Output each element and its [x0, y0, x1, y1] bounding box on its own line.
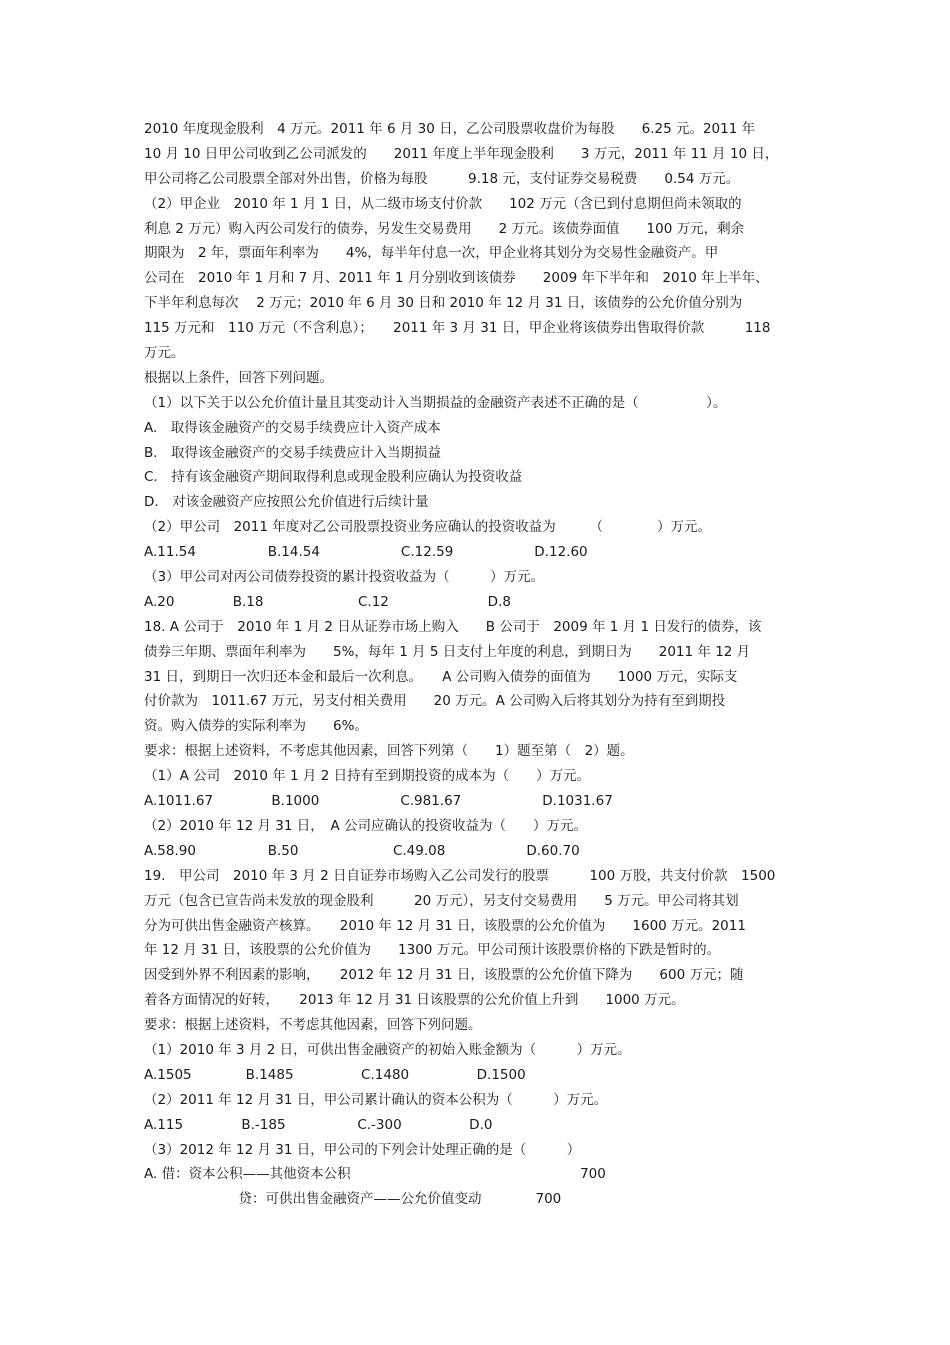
- text-line: 要求：根据上述资料，不考虑其他因素，回答下列第（ 1）题至第（ 2）题。: [144, 743, 634, 760]
- text-line: 115 万元和 110 万元（不含利息）； 2011 年 3 月 31 日，甲企业将该债券出售取得价款 118: [144, 320, 771, 337]
- text-line: 万元。: [144, 345, 185, 362]
- text-line: 利息 2 万元）购入丙公司发行的债券，另发生交易费用 2 万元。该债券面值 100 万元，剩余: [144, 220, 745, 237]
- text-line: 2010 年度现金股利 4 万元。2011 年 6 月 30 日，乙公司股票收盘价为每股 6.25 元。2011 年: [144, 121, 756, 137]
- text-line: 31 日，到期日一次归还本金和最后一次利息。 A 公司购入债券的面值为 1000 万元，实际支: [144, 668, 738, 685]
- text-line: 因受到外界不利因素的影响， 2012 年 12 月 31 日，该股票的公允价值下降为 600 万元；随: [144, 967, 744, 984]
- option-line: A. 取得该金融资产的交易手续费应计入资产成本: [144, 419, 441, 436]
- question-line: （3）甲公司对丙公司债券投资的累计投资收益为（ ）万元。: [144, 569, 545, 586]
- text-line: 10 月 10 日甲公司收到乙公司派发的 2011 年度上半年现金股利 3 万元，2011 年 11 月 10 日，: [144, 145, 779, 162]
- question-line: （2）2011 年 12 月 31 日，甲公司累计确认的资本公积为（ ）万元。: [144, 1091, 608, 1108]
- text-line: 根据以上条件，回答下列问题。: [144, 369, 333, 386]
- option-line: D. 对该金融资产应按照公允价值进行后续计量: [144, 494, 429, 511]
- text-line: 资。购入债券的实际利率为 6%。: [144, 718, 368, 735]
- document-body: [144, 117, 814, 1212]
- options-row: A.1505 B.1485 C.1480 D.1500: [144, 1066, 526, 1083]
- text-line: 着各方面情况的好转， 2013 年 12 月 31 日该股票的公允价值上升到 1000 万元。: [144, 992, 685, 1009]
- text-line: 万元（包含已宣告尚未发放的现金股利 20 万元），另支付交易费用 5 万元。甲公司将其划: [144, 892, 739, 909]
- options-row: A.1011.67 B.1000 C.981.67 D.1031.67: [144, 793, 613, 810]
- options-row: A.20 B.18 C.12 D.8: [144, 593, 511, 610]
- question-line: （2）2010 年 12 月 31 日， A 公司应确认的投资收益为（ ）万元。: [144, 817, 588, 834]
- text-line: 分为可供出售金融资产核算。 2010 年 12 月 31 日，该股票的公允价值为 1600 万元。2011: [144, 917, 746, 934]
- options-row: A.58.90 B.50 C.49.08 D.60.70: [144, 842, 580, 859]
- question-line: （1）A 公司 2010 年 1 月 2 日持有至到期投资的成本为（ ）万元。: [144, 768, 591, 785]
- text-line: 要求：根据上述资料，不考虑其他因素，回答下列问题。: [144, 1017, 482, 1034]
- text-line: 下半年利息每次 2 万元；2010 年 6 月 30 日和 2010 年 12 月 31 日，该债券的公允价值分别为: [144, 295, 743, 312]
- question-line: （3）2012 年 12 月 31 日，甲公司的下列会计处理正确的是（ ）: [144, 1141, 581, 1158]
- text-line: 付价款为 1011.67 万元，另支付相关费用 20 万元。A 公司购入后将其划分为持有至到期投: [144, 693, 726, 710]
- text-line: 年 12 月 31 日，该股票的公允价值为 1300 万元。甲公司预计该股票价格的下跌是暂时的。: [144, 942, 721, 959]
- text-line: 19. 甲公司 2010 年 3 月 2 日自证券市场购入乙公司发行的股票 100 万股，共支付价款 1500: [144, 867, 776, 884]
- option-line: C. 持有该金融资产期间取得利息或现金股利应确认为投资收益: [144, 469, 523, 486]
- options-row: A.115 B.-185 C.-300 D.0: [144, 1116, 493, 1133]
- text-line: 公司在 2010 年 1 月和 7 月、2011 年 1 月分别收到该债券 2009 年下半年和 2010 年上半年、: [144, 270, 769, 287]
- journal-entry-debit: A. 借：资本公积——其他资本公积 700: [144, 1166, 606, 1183]
- text-line: 甲公司将乙公司股票全部对外出售，价格为每股 9.18 元，支付证券交易税费 0.54 万元。: [144, 170, 740, 187]
- option-line: B. 取得该金融资产的交易手续费应计入当期损益: [144, 444, 442, 461]
- text-line: （2）甲企业 2010 年 1 月 1 日，从二级市场支付价款 102 万元（含已到付息期但尚未领取的: [144, 195, 742, 212]
- text-line: 债券三年期、票面年利率为 5%，每年 1 月 5 日支付上年度的利息，到期日为 2011 年 12 月: [144, 643, 751, 660]
- options-row: A.11.54 B.14.54 C.12.59 D.12.60: [144, 544, 588, 561]
- question-line: （1）2010 年 3 月 2 日，可供出售金融资产的初始入账金额为（ ）万元。: [144, 1041, 631, 1058]
- text-line: 期限为 2 年，票面年利率为 4%，每半年付息一次，甲企业将其划分为交易性金融资产。甲: [144, 245, 719, 262]
- question-line: （1）以下关于以公允价值计量且其变动计入当期损益的金融资产表述不正确的是（ ）。: [144, 394, 727, 411]
- question-line: （2）甲公司 2011 年度对乙公司股票投资业务应确认的投资收益为 （ ）万元。: [144, 519, 711, 536]
- journal-entry-credit: 贷：可供出售金融资产——公允价值变动 700: [144, 1191, 562, 1208]
- text-line: 18. A 公司于 2010 年 1 月 2 日从证券市场上购入 B 公司于 2009 年 1 月 1 日发行的债券，该: [144, 618, 762, 635]
